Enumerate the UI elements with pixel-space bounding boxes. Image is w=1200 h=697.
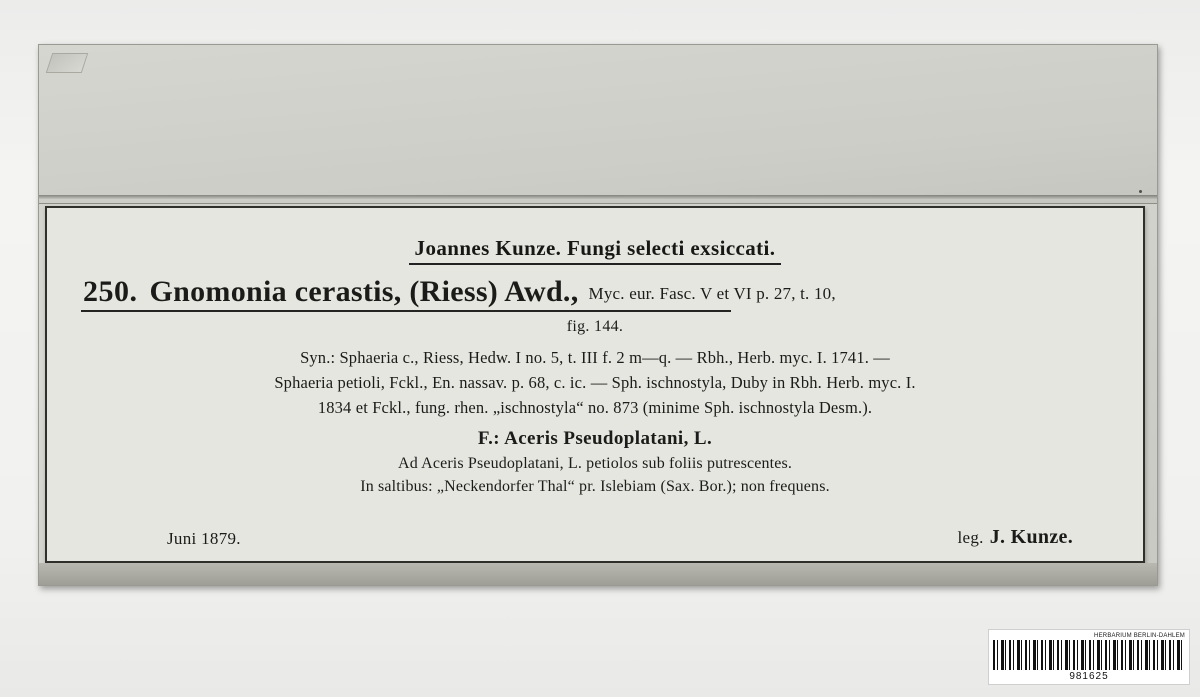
- collector-prefix: leg.: [957, 528, 984, 547]
- collection-date: Juni 1879.: [167, 529, 241, 548]
- taxon-citation: Myc. eur. Fasc. V et VI p. 27, t. 10,: [588, 284, 836, 303]
- taxon-name: Gnomonia cerastis, (Riess) Awd.,: [149, 275, 579, 308]
- packet-bottom-edge: [39, 563, 1157, 585]
- specimen-barcode: [988, 629, 1190, 685]
- figure-reference: fig. 144.: [566, 318, 624, 335]
- label-footer: [77, 526, 1113, 549]
- synonymy-line: 1834 et Fckl., fung. rhen. „ischnostyla“ no. 873 (minime Sph. ischnostyla Desm.).: [317, 397, 873, 417]
- substrate-line: Ad Aceris Pseudoplatani, L. petiolos sub foliis putrescentes.: [398, 455, 792, 473]
- barcode-institution-text: HERBARIUM BERLIN-DAHLEM: [1094, 633, 1185, 639]
- barcode-bars: [993, 640, 1185, 670]
- taxon-heading: [77, 277, 1113, 307]
- synonymy-line: Syn.: Sphaeria c., Riess, Hedw. I no. 5, t. III f. 2 m—q. — Rbh., Herb. myc. I. 1741. —: [300, 348, 890, 367]
- ink-speck: [1139, 190, 1142, 193]
- taxon-underline-rule: [81, 310, 731, 312]
- locality-line: In saltibus: „Neckendorfer Thal“ pr. Islebiam (Sax. Bor.); non frequens.: [360, 478, 830, 496]
- packet-fold-seam: [39, 195, 1157, 199]
- printed-exsiccata-label: [45, 206, 1145, 563]
- barcode-number: 981625: [1069, 671, 1109, 682]
- synonymy-line: Sphaeria petioli, Fckl., En. nassav. p. 68, c. ic. — Sph. ischnostyla, Duby in Rbh. Herb. myc. I.: [274, 372, 916, 392]
- label-content: [47, 208, 1143, 561]
- series-title: Joannes Kunze. Fungi selecti exsiccati.: [409, 236, 782, 265]
- collector-name: J. Kunze.: [989, 526, 1073, 548]
- collector-line: [958, 526, 1113, 549]
- specimen-packet: [38, 44, 1158, 586]
- exsiccata-number: 250.: [83, 275, 138, 308]
- packet-flap: [39, 45, 1157, 204]
- host-line: F.: Aceris Pseudoplatani, L.: [477, 428, 713, 450]
- packet-flap-corner: [46, 53, 88, 73]
- synonymy-block: [77, 346, 1113, 420]
